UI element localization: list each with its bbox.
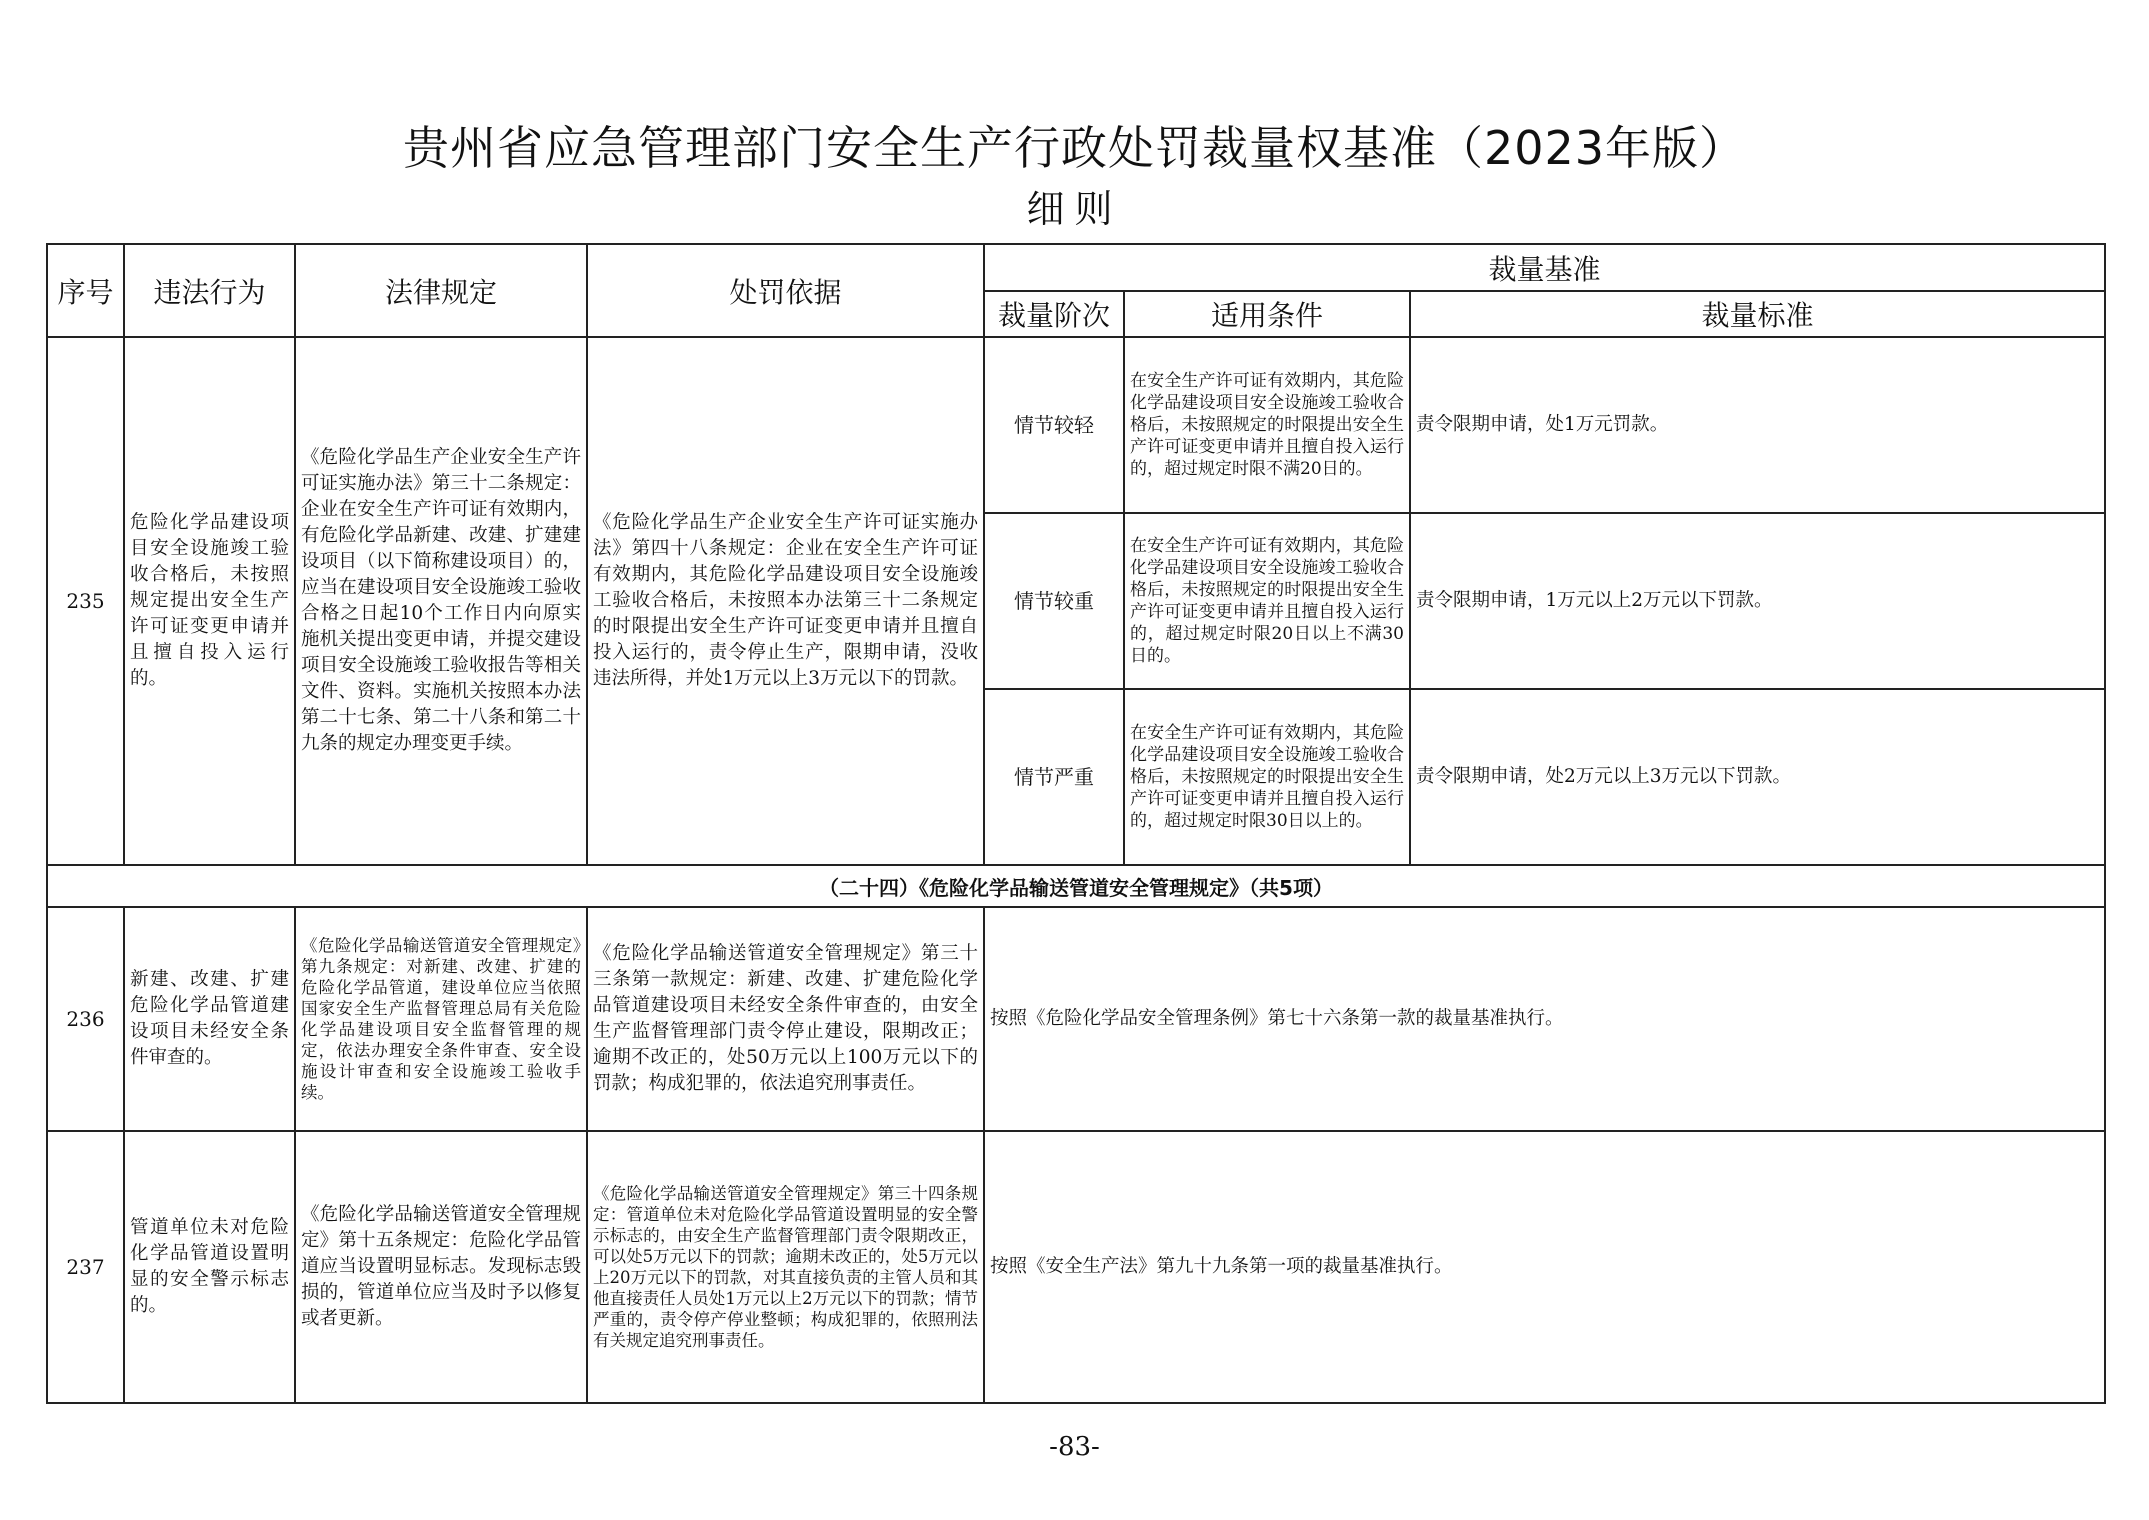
header-row-1	[47, 244, 2105, 291]
table-row-237	[47, 1131, 2105, 1403]
section-row	[47, 865, 2105, 907]
table-row-236	[47, 907, 2105, 1131]
row-235-law: 《危险化学品生产企业安全生产许可证实施办法》第三十二条规定：企业在安全生产许可证有效期内，有危险化学品新建、改建、扩建建设项目（以下简称建设项目）的，应当在建设项目安全设施竣工验收合格之日起10个工作日内向原实施机关提出变更申请，并提交建设项目安全设施竣工验收报告等相关文件、资料。实施机关按照本办法第二十七条、第二十八条和第二十九条的规定办理变更手续。	[295, 337, 587, 865]
row-237-violation: 管道单位未对危险化学品管道设置明显的安全警示标志的。	[124, 1131, 295, 1403]
row-235-standard-1: 责令限期申请，处1万元罚款。	[1410, 337, 2105, 513]
row-235-condition-3: 在安全生产许可证有效期内，其危险化学品建设项目安全设施竣工验收合格后，未按照规定的时限提出安全生产许可证变更申请并且擅自投入运行的，超过规定时限30日以上的。	[1124, 689, 1410, 865]
row-236-standard: 按照《危险化学品安全管理条例》第七十六条第一款的裁量基准执行。	[984, 907, 2105, 1131]
row-235-basis: 《危险化学品生产企业安全生产许可证实施办法》第四十八条规定：企业在安全生产许可证有效期内，其危险化学品建设项目安全设施竣工验收合格后，未按照本办法第三十二条规定的时限提出安全生产许可证变更申请并且擅自投入运行的，责令停止生产，限期申请，没收违法所得，并处1万元以上3万元以下的罚款。	[587, 337, 984, 865]
row-237-seq: 237	[47, 1131, 124, 1403]
discretion-table	[46, 243, 2106, 1404]
row-236-law: 《危险化学品输送管道安全管理规定》第九条规定：对新建、改建、扩建的危险化学品管道，建设单位应当依照国家安全生产监督管理总局有关危险化学品建设项目安全监督管理的规定，依法办理安全条件审查、安全设施设计审查和安全设施竣工验收手续。	[295, 907, 587, 1131]
row-237-law: 《危险化学品输送管道安全管理规定》第十五条规定：危险化学品管道应当设置明显标志。发现标志毁损的，管道单位应当及时予以修复或者更新。	[295, 1131, 587, 1403]
row-235-level-3: 情节严重	[984, 689, 1124, 865]
row-235-standard-2: 责令限期申请，1万元以上2万元以下罚款。	[1410, 513, 2105, 689]
header-level: 裁量阶次	[984, 291, 1124, 337]
row-236-violation: 新建、改建、扩建危险化学品管道建设项目未经安全条件审查的。	[124, 907, 295, 1131]
row-237-standard: 按照《安全生产法》第九十九条第一项的裁量基准执行。	[984, 1131, 2105, 1403]
header-violation: 违法行为	[124, 244, 295, 337]
row-236-basis: 《危险化学品输送管道安全管理规定》第三十三条第一款规定：新建、改建、扩建危险化学品管道建设项目未经安全条件审查的，由安全生产监督管理部门责令停止建设，限期改正；逾期不改正的，处50万元以上100万元以下的罚款；构成犯罪的，依法追究刑事责任。	[587, 907, 984, 1131]
table-row-235-a	[47, 337, 2105, 513]
header-law: 法律规定	[295, 244, 587, 337]
row-235-level-1: 情节较轻	[984, 337, 1124, 513]
header-standard: 裁量标准	[1410, 291, 2105, 337]
row-235-seq: 235	[47, 337, 124, 865]
row-237-basis: 《危险化学品输送管道安全管理规定》第三十四条规定：管道单位未对危险化学品管道设置明显的安全警示标志的，由安全生产监督管理部门责令限期改正，可以处5万元以下的罚款；逾期未改正的，处5万元以上20万元以下的罚款，对其直接负责的主管人员和其他直接责任人员处1万元以上2万元以下的罚款；情节严重的，责令停产停业整顿；构成犯罪的，依照刑法有关规定追究刑事责任。	[587, 1131, 984, 1403]
header-discretion: 裁量基准	[984, 244, 2105, 291]
page-number: -83-	[1049, 1432, 1100, 1462]
header-basis: 处罚依据	[587, 244, 984, 337]
header-condition: 适用条件	[1124, 291, 1410, 337]
page-subtitle: 细则	[1026, 187, 1123, 231]
row-235-level-2: 情节较重	[984, 513, 1124, 689]
section-heading: （二十四）《危险化学品输送管道安全管理规定》（共5项）	[47, 865, 2105, 907]
row-235-condition-2: 在安全生产许可证有效期内，其危险化学品建设项目安全设施竣工验收合格后，未按照规定的时限提出安全生产许可证变更申请并且擅自投入运行的，超过规定时限20日以上不满30日的。	[1124, 513, 1410, 689]
row-235-violation: 危险化学品建设项目安全设施竣工验收合格后，未按照规定提出安全生产许可证变更申请并且擅自投入运行的。	[124, 337, 295, 865]
row-235-standard-3: 责令限期申请，处2万元以上3万元以下罚款。	[1410, 689, 2105, 865]
page-title: 贵州省应急管理部门安全生产行政处罚裁量权基准（2023年版）	[402, 121, 1747, 175]
row-236-seq: 236	[47, 907, 124, 1131]
header-seq: 序号	[47, 244, 124, 337]
row-235-condition-1: 在安全生产许可证有效期内，其危险化学品建设项目安全设施竣工验收合格后，未按照规定的时限提出安全生产许可证变更申请并且擅自投入运行的，超过规定时限不满20日的。	[1124, 337, 1410, 513]
